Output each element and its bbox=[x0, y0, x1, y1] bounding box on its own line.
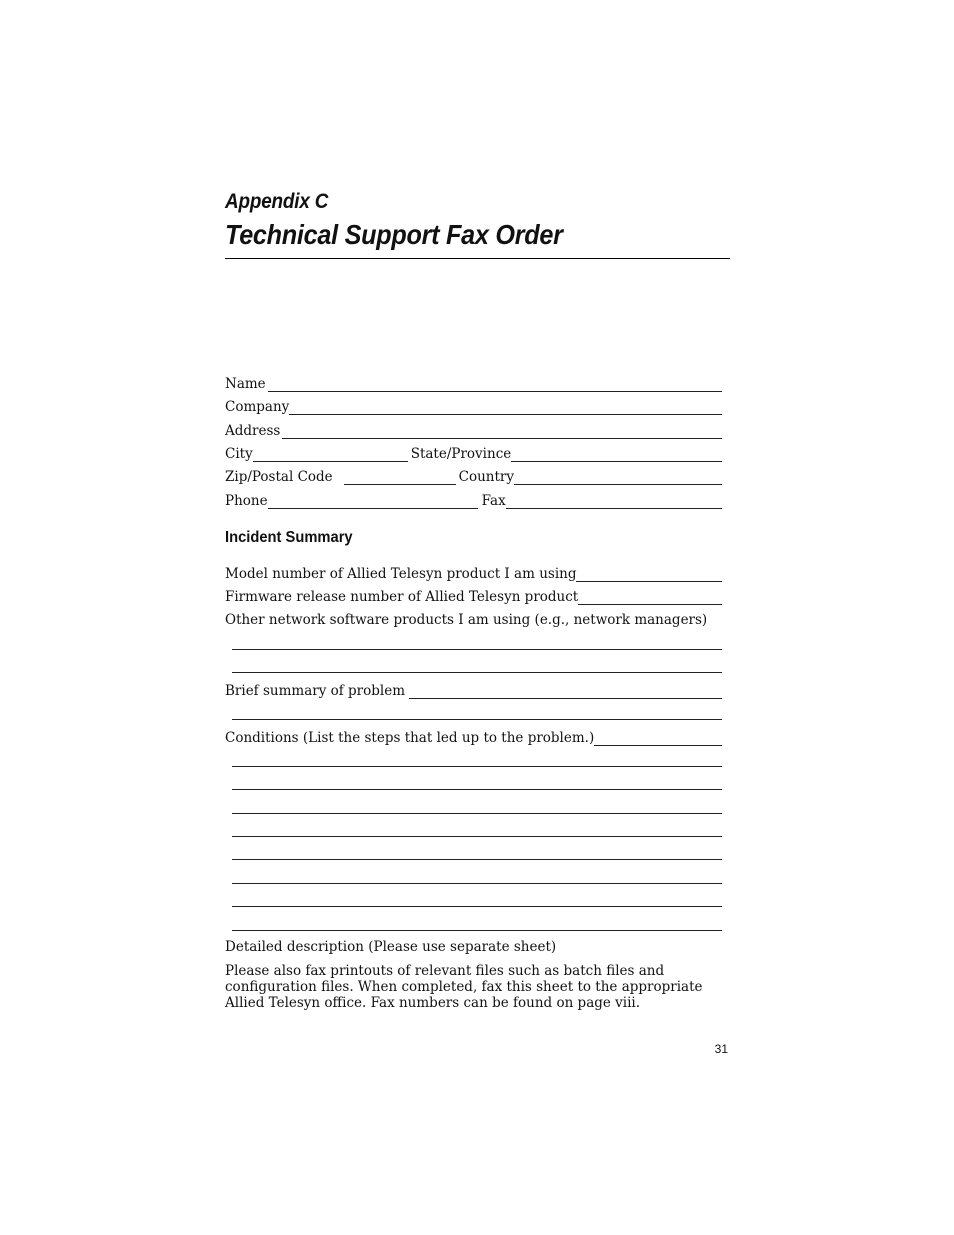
name-label: Name bbox=[225, 376, 266, 392]
page-title: Technical Support Fax Order bbox=[225, 219, 563, 250]
summary-line-1[interactable] bbox=[232, 719, 722, 720]
conditions-line-3[interactable] bbox=[232, 813, 722, 814]
model-row bbox=[225, 562, 722, 582]
phone-field[interactable] bbox=[268, 495, 478, 509]
summary-label: Brief summary of problem bbox=[225, 683, 406, 699]
name-field[interactable] bbox=[268, 378, 722, 392]
city-field[interactable] bbox=[253, 448, 408, 462]
detailed-description-label: Detailed description (Please use separate sheet) bbox=[225, 939, 557, 955]
conditions-line-4[interactable] bbox=[232, 836, 722, 837]
summary-field[interactable] bbox=[409, 685, 722, 699]
company-field[interactable] bbox=[289, 401, 722, 415]
name-row bbox=[225, 372, 722, 392]
model-field[interactable] bbox=[576, 568, 722, 582]
other-software-line-2[interactable] bbox=[232, 672, 722, 673]
fax-label: Fax bbox=[481, 493, 506, 509]
conditions-line-1[interactable] bbox=[232, 766, 722, 767]
instructions-paragraph: Please also fax printouts of relevant files such as batch files and configuration files. When completed, fax this sheet to the appropriate Allied Telesyn office. Fax numbers can be found on page viii. bbox=[225, 963, 703, 1011]
conditions-field[interactable] bbox=[594, 732, 722, 746]
address-label: Address bbox=[225, 423, 281, 439]
conditions-label: Conditions (List the steps that led up to the problem.) bbox=[225, 730, 595, 746]
firmware-label: Firmware release number of Allied Telesyn product bbox=[225, 589, 579, 605]
appendix-label: Appendix C bbox=[225, 190, 329, 213]
company-row bbox=[225, 395, 722, 415]
firmware-field[interactable] bbox=[578, 591, 722, 605]
other-software-line-1[interactable] bbox=[232, 649, 722, 650]
zip-field[interactable] bbox=[344, 471, 456, 485]
incident-summary-heading: Incident Summary bbox=[225, 529, 353, 546]
page-number: 31 bbox=[714, 1042, 728, 1056]
conditions-line-7[interactable] bbox=[232, 906, 722, 907]
summary-row bbox=[225, 679, 722, 699]
company-label: Company bbox=[225, 399, 290, 415]
country-field[interactable] bbox=[514, 471, 722, 485]
country-label: Country bbox=[458, 469, 515, 485]
firmware-row bbox=[225, 585, 722, 605]
city-label: City bbox=[225, 446, 253, 462]
state-field[interactable] bbox=[511, 448, 722, 462]
fax-field[interactable] bbox=[506, 495, 722, 509]
other-software-label: Other network software products I am using (e.g., network managers) bbox=[225, 612, 708, 628]
city-state-row bbox=[225, 442, 722, 462]
phone-fax-row bbox=[225, 489, 722, 509]
state-label: State/Province bbox=[410, 446, 512, 462]
conditions-row bbox=[225, 726, 722, 746]
address-field[interactable] bbox=[282, 425, 722, 439]
zip-country-row bbox=[225, 465, 722, 485]
model-label: Model number of Allied Telesyn product I am using bbox=[225, 566, 577, 582]
phone-label: Phone bbox=[225, 493, 268, 509]
zip-label: Zip/Postal Code bbox=[225, 469, 333, 485]
conditions-line-5[interactable] bbox=[232, 859, 722, 860]
conditions-line-2[interactable] bbox=[232, 789, 722, 790]
address-row bbox=[225, 419, 722, 439]
title-rule bbox=[225, 258, 730, 259]
conditions-line-6[interactable] bbox=[232, 883, 722, 884]
conditions-line-8[interactable] bbox=[232, 930, 722, 931]
